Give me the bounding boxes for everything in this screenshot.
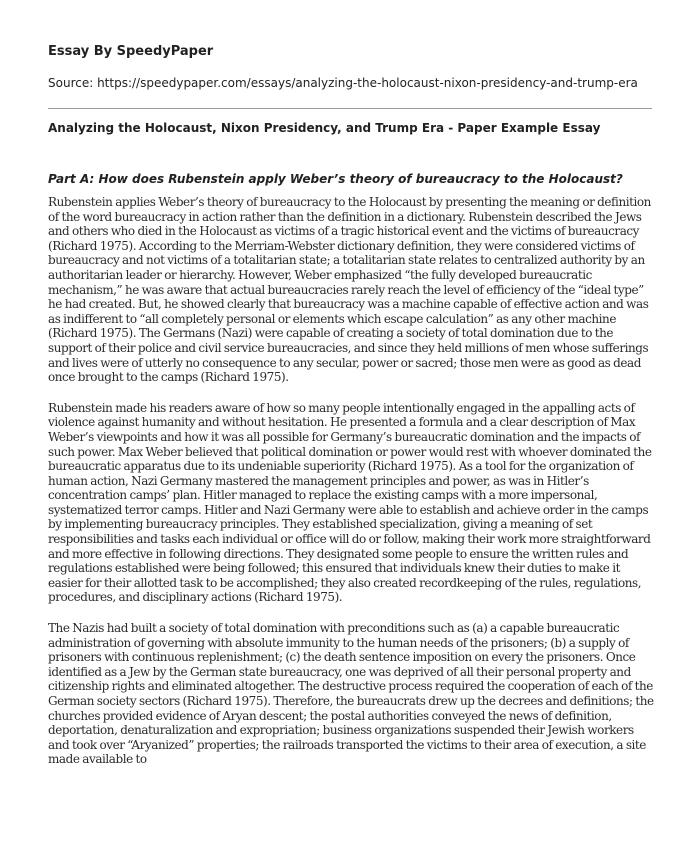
essay-title: Analyzing the Holocaust, Nixon Presidency, and Trump Era - Paper Example Essay [48,121,601,135]
header-divider [48,108,652,109]
section-heading: Part A: How does Rubenstein apply Weber’s theory of bureaucracy to the Holocaust? [48,172,623,186]
paragraph: The Nazis had built a society of total domination with preconditions such as (a) a capable bureaucratic administration of governing with absolute immunity to the human needs of the prisoners; (b) a supply of prisoners with continuous replenishment; (c) the death sentence imposition on every the prisoners. Once identified as a Jew by the German state bureaucracy, one was deprived of all their personal property and citizenship rights and eliminated altogether. The destructive process required the cooperation of each of the German society sectors (Richard 1975). Therefore, the bureaucrats drew up the decrees and definitions; the churches provided evidence of Aryan descent; the postal authorities conveyed the news of definition, deportation, denaturalization and expropriation; business organizations suspended their Jewish workers and took over “Aryanized” properties; the railroads transported the victims to their area of execution, a site made available to [48,621,654,767]
site-title: Essay By SpeedyPaper [48,44,214,59]
source-line: Source: https://speedypaper.com/essays/analyzing-the-holocaust-nixon-presidency-and-trump-era [48,76,638,90]
essay-body [48,195,656,783]
paragraph: Rubenstein applies Weber’s theory of bureaucracy to the Holocaust by presenting the meaning or definition of the word bureaucracy in action rather than the definition in a dictionary. Rubenstein described the Jews and others who died in the Holocaust as victims of a tragic historical event and the victims of bureaucracy (Richard 1975). According to the Merriam-Webster dictionary definition, they were considered victims of bureaucracy and not victims of a totalitarian state; a totalitarian state relates to centralized authority by an authoritarian leader or hierarchy. However, Weber emphasized “the fully developed bureaucratic mechanism,” he was aware that actual bureaucracies rarely reach the level of efficiency of the “ideal type” he had created. But, he showed clearly that bureaucracy was a machine capable of effective action and was as indifferent to “all completely personal or elements which escape calculation” as any other machine (Richard 1975). The Germans (Nazi) were capable of creating a society of total domination due to the support of their police and civil service bureaucracies, and since they held millions of men whose sufferings and lives were of utterly no consequence to any secular, power or sacred; those men were as good as dead once brought to the camps (Richard 1975). [48,195,651,385]
paragraph: Rubenstein made his readers aware of how so many people intentionally engaged in the appalling acts of violence against humanity and without hesitation. He presented a formula and a clear description of Max Weber’s viewpoints and how it was all possible for Germany’s bureaucratic domination and the impacts of such power. Max Weber believed that political domination or power would rest with whoever dominated the bureaucratic apparatus due to its undeniable superiority (Richard 1975). As a tool for the organization of human action, Nazi Germany mastered the management principles and power, as was in Hitler’s concentration camps’ plan. Hitler managed to replace the existing camps with a more impersonal, systematized terror camps. Hitler and Nazi Germany were able to establish and achieve order in the camps by implementing bureaucracy principles. They established specialization, giving a meaning of set responsibilities and tasks each individual or office will do or follow, making their work more straightforward and more effective in following directions. They designated some people to ensure the written rules and regulations established were being followed; this ensured that individuals knew their duties to make it easier for their allotted task to be accomplished; they also created recordkeeping of the rules, regulations, procedures, and disciplinary actions (Richard 1975). [48,400,652,605]
